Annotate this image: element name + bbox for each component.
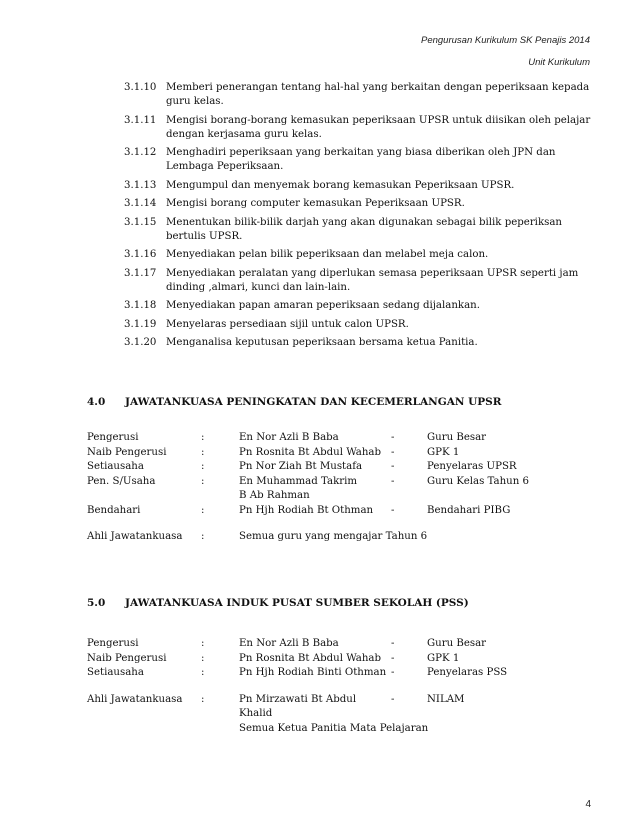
dash: - <box>391 652 395 664</box>
colon: : <box>201 667 205 678</box>
item-number: 3.1.11 <box>124 114 157 126</box>
role: Naib Pengerusi <box>87 446 167 458</box>
position: Guru Besar <box>427 638 487 649</box>
list-item <box>124 216 594 244</box>
member-name: Pn Nor Ziah Bt Mustafa <box>239 461 363 472</box>
member-name: En Muhammad Takrim <box>239 475 358 487</box>
item-text: Mengisi borang-borang kemasukan peperiksaan UPSR untuk diisikan oleh pelajar dengan kerjasama guru kelas. <box>166 114 591 140</box>
roster-row <box>87 460 577 475</box>
roster-row <box>87 431 577 446</box>
colon <box>201 489 239 504</box>
colon: : <box>201 475 205 487</box>
position: NILAM <box>427 693 465 705</box>
item-number: 3.1.18 <box>124 300 157 311</box>
position: GPK 1 <box>427 652 460 664</box>
roster-row <box>87 722 577 737</box>
roster-row <box>87 504 577 519</box>
member-name: Pn Rosnita Bt Abdul Wahab <box>239 652 382 664</box>
member-name: Pn Hjh Rodiah Binti Othman <box>239 667 387 678</box>
dash: - <box>391 461 395 472</box>
section-5-heading <box>87 597 469 609</box>
position: Guru Kelas Tahun 6 <box>427 475 530 487</box>
section-title: JAWATANKUASA INDUK PUSAT SUMBER SEKOLAH (PSS) <box>125 597 469 609</box>
member-name: Pn Hjh Rodiah Bt Othman <box>239 504 374 516</box>
member-name: Pn Rosnita Bt Abdul Wahab <box>239 446 382 458</box>
item-text: Menyediakan pelan bilik peperiksaan dan melabel meja calon. <box>166 249 489 260</box>
list-item <box>124 267 594 295</box>
position: Guru Besar <box>427 432 487 443</box>
item-text: Memberi penerangan tentang hal-hal yang berkaitan dengan peperiksaan kepada guru kelas. <box>166 82 590 107</box>
colon: : <box>201 693 205 705</box>
role: Pengerusi <box>87 432 139 443</box>
colon: : <box>201 504 205 516</box>
item-text: Menyediakan peralatan yang diperlukan semasa peperiksaan UPSR seperti jam dinding ,almari, kunci dan lain-lain. <box>166 267 579 293</box>
item-number: 3.1.16 <box>124 249 157 260</box>
role: Ahli Jawatankuasa <box>87 531 183 542</box>
item-number: 3.1.20 <box>124 337 157 348</box>
position: Penyelaras UPSR <box>427 461 517 472</box>
item-number: 3.1.10 <box>124 82 157 93</box>
roster-row <box>87 530 577 545</box>
member-name: En Nor Azli B Baba <box>239 638 339 649</box>
member-name: En Nor Azli B Baba <box>239 432 339 443</box>
role <box>87 489 201 504</box>
item-text: Menyelaras persediaan sijil untuk calon UPSR. <box>166 318 409 330</box>
member-name: B Ab Rahman <box>239 490 310 501</box>
list-item <box>124 318 594 332</box>
list-item <box>124 146 594 174</box>
roster-row <box>87 693 577 722</box>
item-text: Menyediakan papan amaran peperiksaan sedang dijalankan. <box>166 300 480 311</box>
section-number: 5.0 <box>87 597 106 609</box>
item-number: 3.1.13 <box>124 179 157 191</box>
dash: - <box>391 667 395 678</box>
list-item <box>124 179 594 193</box>
header-title: Pengurusan Kurikulum SK Penajis 2014 <box>421 35 590 46</box>
list-item <box>124 299 594 313</box>
dash: - <box>391 638 395 649</box>
position: GPK 1 <box>427 446 460 458</box>
dash <box>391 489 427 504</box>
dash: - <box>391 693 395 705</box>
item-text: Mengisi borang computer kemasukan Peperiksaan UPSR. <box>166 198 465 209</box>
role: Pengerusi <box>87 638 139 649</box>
dash: - <box>391 432 395 443</box>
list-item <box>124 248 594 262</box>
roster-row <box>87 446 577 461</box>
item-text: Menganalisa keputusan peperiksaan bersama ketua Panitia. <box>166 337 478 348</box>
dash: - <box>391 475 395 487</box>
item-number: 3.1.15 <box>124 216 157 228</box>
colon: : <box>201 446 205 458</box>
position: Bendahari PIBG <box>427 504 511 516</box>
item-list <box>124 81 594 355</box>
section-title: JAWATANKUASA PENINGKATAN DAN KECEMERLANGAN UPSR <box>125 396 502 408</box>
list-item <box>124 197 594 211</box>
section-4-heading <box>87 396 501 408</box>
role: Naib Pengerusi <box>87 652 167 664</box>
roster-row <box>87 652 577 667</box>
item-number: 3.1.12 <box>124 147 157 158</box>
item-number: 3.1.19 <box>124 318 157 330</box>
list-item <box>124 114 594 142</box>
dash: - <box>391 504 395 516</box>
colon: : <box>201 638 205 649</box>
roster-row <box>87 489 577 504</box>
dash: - <box>391 446 395 458</box>
roster-row <box>87 637 577 652</box>
item-number: 3.1.14 <box>124 198 157 209</box>
section-4-roster <box>87 431 577 545</box>
member-name: Pn Mirzawati Bt Abdul Khalid <box>239 693 357 719</box>
role: Bendahari <box>87 504 141 516</box>
colon: : <box>201 461 205 472</box>
page-number: 4 <box>585 799 591 810</box>
role <box>87 722 201 737</box>
position: Penyelaras PSS <box>427 667 508 678</box>
position <box>427 489 577 504</box>
item-text: Menghadiri peperiksaan yang berkaitan yang biasa diberikan oleh JPN dan Lembaga Peperiksaan. <box>166 147 556 172</box>
item-text: Mengumpul dan menyemak borang kemasukan Peperiksaan UPSR. <box>166 179 515 191</box>
section-number: 4.0 <box>87 396 106 408</box>
role: Setiausaha <box>87 667 144 678</box>
list-item <box>124 81 594 109</box>
member-name: Semua Ketua Panitia Mata Pelajaran <box>239 722 429 734</box>
role: Pen. S/Usaha <box>87 475 156 487</box>
roster-row <box>87 666 577 681</box>
roster-row <box>87 475 577 490</box>
role: Ahli Jawatankuasa <box>87 693 183 705</box>
section-5-roster <box>87 637 577 736</box>
colon <box>201 722 239 737</box>
member-name: Semua guru yang mengajar Tahun 6 <box>239 531 428 542</box>
header-unit: Unit Kurikulum <box>528 57 590 68</box>
colon: : <box>201 432 205 443</box>
list-item <box>124 336 594 350</box>
colon: : <box>201 652 205 664</box>
colon: : <box>201 531 205 542</box>
role: Setiausaha <box>87 461 144 472</box>
item-number: 3.1.17 <box>124 267 157 279</box>
item-text: Menentukan bilik-bilik darjah yang akan digunakan sebagai bilik peperiksan bertulis UPSR. <box>166 216 562 242</box>
